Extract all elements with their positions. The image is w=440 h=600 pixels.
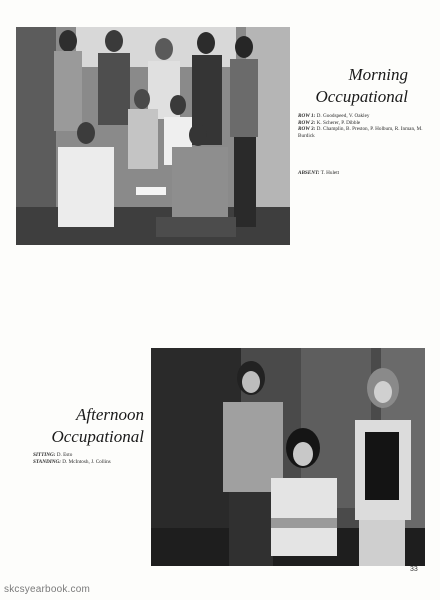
row-label: ROW 2: bbox=[298, 119, 316, 126]
morning-row-1 bbox=[298, 113, 426, 120]
row-label: SITTING: bbox=[33, 452, 56, 458]
afternoon-title-line2: Occupational bbox=[51, 427, 144, 446]
row-label: ROW 1: bbox=[298, 113, 316, 119]
row-names: D. McIntosh, J. Collins bbox=[62, 458, 111, 465]
morning-group-photo bbox=[16, 27, 290, 245]
row-names: D. Champlin, B. Preston, P. Holbum, R. Inman, M. Burdick bbox=[298, 126, 423, 139]
absent-label: ABSENT: bbox=[298, 170, 320, 176]
afternoon-row-2 bbox=[33, 459, 151, 466]
afternoon-name-list bbox=[33, 452, 151, 465]
site-watermark: skcsyearbook.com bbox=[4, 584, 91, 595]
afternoon-row-1 bbox=[33, 452, 151, 459]
row-label: ROW 3: bbox=[298, 126, 316, 133]
row-names: D. Goodspeed, V. Oakley bbox=[316, 113, 370, 119]
morning-photo-drawing bbox=[16, 27, 290, 245]
afternoon-title bbox=[26, 404, 144, 448]
morning-title-line1: Morning bbox=[348, 65, 408, 84]
row-label: STANDING: bbox=[33, 458, 61, 465]
morning-absent bbox=[298, 170, 426, 177]
morning-row-3 bbox=[298, 126, 426, 139]
morning-name-list bbox=[298, 113, 426, 139]
page-number: 33 bbox=[410, 566, 418, 573]
row-names: D. Esto bbox=[56, 452, 73, 458]
absent-names: T. Hulett bbox=[320, 170, 340, 176]
row-names: K. Scherer, P. Dibble bbox=[316, 119, 361, 126]
afternoon-title-line1: Afternoon bbox=[76, 405, 144, 424]
afternoon-group-photo bbox=[151, 348, 425, 566]
morning-title-line2: Occupational bbox=[315, 87, 408, 106]
morning-title bbox=[296, 64, 408, 108]
afternoon-photo-drawing bbox=[151, 348, 425, 566]
morning-row-2 bbox=[298, 120, 426, 127]
